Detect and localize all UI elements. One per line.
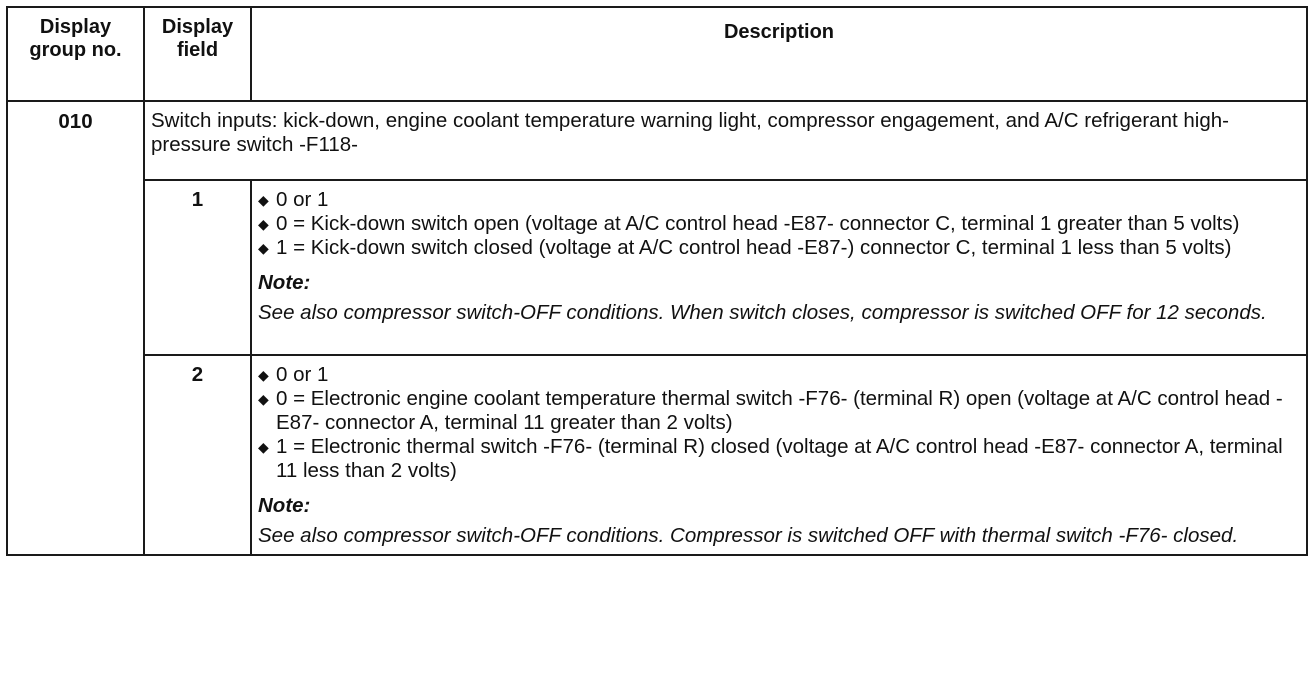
field-description-2	[251, 355, 1307, 555]
diamond-bullet-icon: ◆	[258, 391, 269, 407]
diamond-bullet-icon: ◆	[258, 240, 269, 256]
header-field	[144, 7, 251, 101]
note-text-2: See also compressor switch-OFF conditions. Compressor is switched OFF with thermal switch -F76- closed.	[258, 524, 1239, 547]
diamond-bullet-icon: ◆	[258, 216, 269, 232]
field-number-2: 2	[144, 355, 251, 555]
bullet-text: 0 = Kick-down switch open (voltage at A/C control head -E87- connector C, terminal 1 greater than 5 volts)	[276, 212, 1240, 235]
group-description: Switch inputs: kick-down, engine coolant temperature warning light, compressor engagement, and A/C refrigerant high-pressure switch -F118-	[144, 101, 1307, 180]
bullet-list-2	[258, 363, 1296, 483]
list-item	[258, 188, 1296, 212]
header-field-line1: Display	[161, 16, 234, 38]
list-item	[258, 363, 1296, 387]
field-row-1	[7, 180, 1307, 355]
header-group-no	[7, 7, 144, 101]
diamond-bullet-icon: ◆	[258, 439, 269, 455]
note-title-1: Note:	[258, 271, 311, 294]
bullet-text: 0 or 1	[276, 363, 329, 386]
header-field-line2: field	[176, 39, 219, 61]
list-item	[258, 387, 1296, 435]
list-item	[258, 212, 1296, 236]
diamond-bullet-icon: ◆	[258, 192, 269, 208]
bullet-text: 1 = Kick-down switch closed (voltage at A/C control head -E87-) connector C, terminal 1 less than 5 volts)	[276, 236, 1232, 259]
group-number	[7, 101, 144, 555]
header-row	[7, 7, 1307, 101]
list-item	[258, 236, 1296, 260]
group-row	[7, 101, 1307, 180]
field-description-1	[251, 180, 1307, 355]
bullet-text: 0 = Electronic engine coolant temperature thermal switch -F76- (terminal R) open (voltage at A/C control head -E87- connector A, terminal 11 greater than 2 volts)	[276, 387, 1283, 434]
note-text-1: See also compressor switch-OFF conditions. When switch closes, compressor is switched OFF for 12 seconds.	[258, 301, 1267, 324]
header-group-no-line2: group no.	[29, 39, 122, 61]
diamond-bullet-icon: ◆	[258, 367, 269, 383]
bullet-text: 1 = Electronic thermal switch -F76- (terminal R) closed (voltage at A/C control head -E87- connector A, terminal 11 less than 2 volts)	[276, 435, 1283, 482]
field-number-1: 1	[144, 180, 251, 355]
bullet-list-1	[258, 188, 1296, 260]
display-group-table	[6, 6, 1308, 556]
note-title-2: Note:	[258, 494, 311, 517]
group-number-text: 010	[58, 110, 93, 133]
header-group-no-line1: Display	[39, 16, 112, 38]
bullet-text: 0 or 1	[276, 188, 329, 211]
list-item	[258, 435, 1296, 483]
field-row-2	[7, 355, 1307, 555]
header-description: Description	[251, 7, 1307, 101]
